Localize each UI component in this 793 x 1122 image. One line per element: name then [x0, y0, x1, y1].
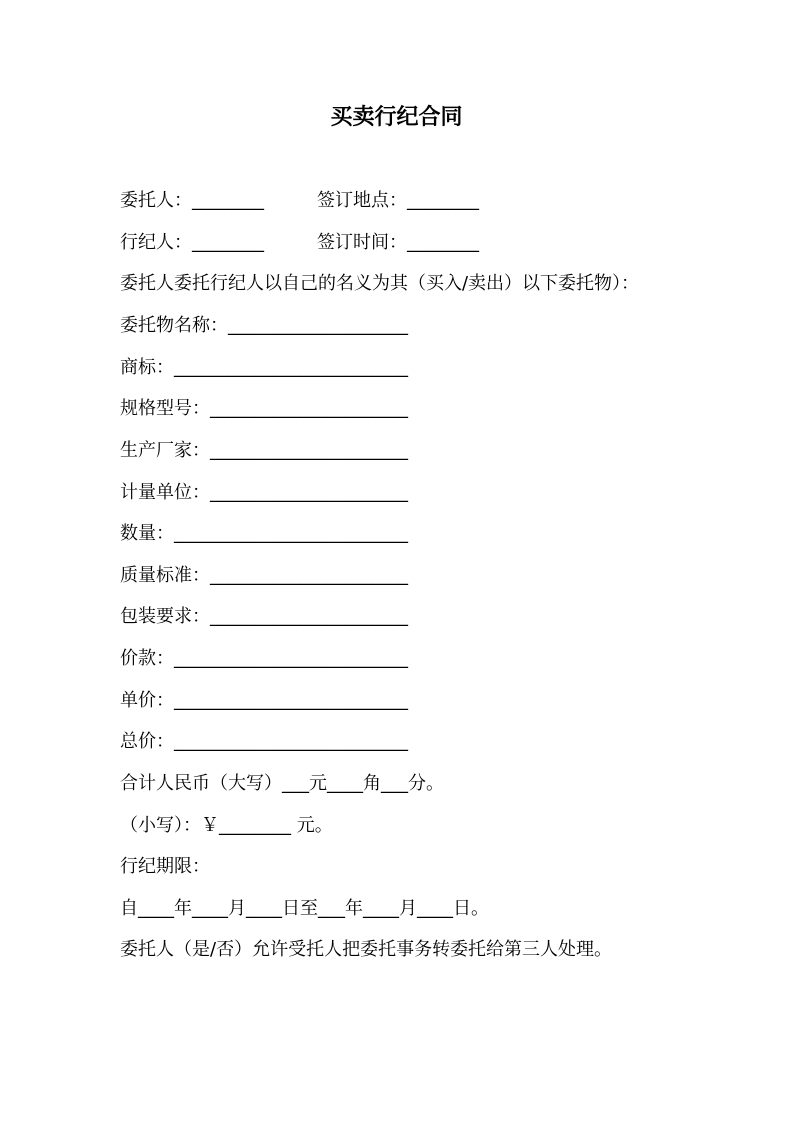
- broker-field: 行纪人：________: [120, 232, 264, 253]
- quantity-field: 数量：__________________________: [120, 523, 408, 544]
- price-field: 价款：__________________________: [120, 648, 408, 669]
- term-range: 自____年____月____日至___年____月____日。: [120, 898, 489, 919]
- quality-field: 质量标准：______________________: [120, 565, 408, 586]
- unit-price-field: 单价：__________________________: [120, 690, 408, 711]
- intro-text: 委托人委托行纪人以自己的名义为其（买入/卖出）以下委托物）：: [120, 273, 640, 294]
- sign-place-field: 签订地点：________: [317, 190, 479, 211]
- manufacturer-field: 生产厂家：______________________: [120, 440, 408, 461]
- document-title: 买卖行纪合同: [330, 105, 463, 130]
- term-label: 行纪期限：: [120, 856, 210, 877]
- unit-field: 计量单位：______________________: [120, 482, 408, 503]
- total-price-field: 总价：__________________________: [120, 731, 408, 752]
- packaging-field: 包装要求：______________________: [120, 606, 408, 627]
- total-rmb-lower: （小写）：￥________ 元。: [120, 815, 333, 836]
- client-field: 委托人：________: [120, 190, 264, 211]
- delegation-clause: 委托人（是/否）允许受托人把委托事务转委托给第三人处理。: [120, 939, 613, 960]
- total-rmb-upper: 合计人民币（大写）___元____角___分。: [120, 773, 444, 794]
- trademark-field: 商标：__________________________: [120, 357, 408, 378]
- sign-time-field: 签订时间：________: [317, 232, 479, 253]
- item-name-field: 委托物名称：____________________: [120, 315, 408, 336]
- model-field: 规格型号：______________________: [120, 398, 408, 419]
